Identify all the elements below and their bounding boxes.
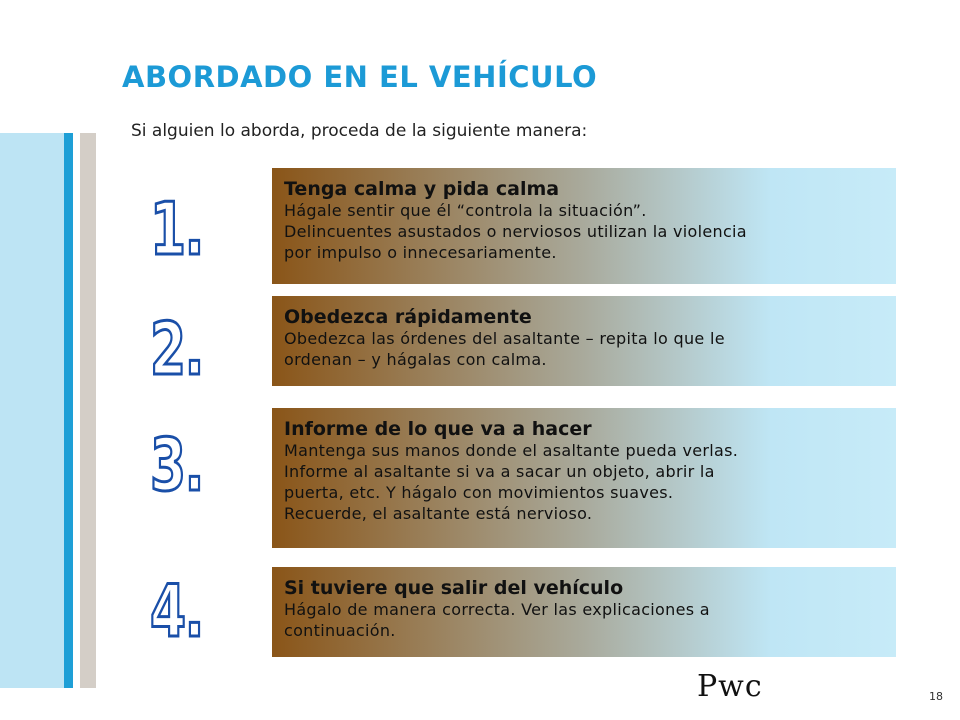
- slide-subtitle: Si alguien lo aborda, proceda de la siguiente manera:: [131, 121, 588, 141]
- step-2-line: Obedezca las órdenes del asaltante – repita lo que le: [284, 329, 725, 348]
- step-4-line: continuación.: [284, 621, 396, 640]
- step-box-1: [272, 168, 896, 284]
- step-heading-4: Si tuviere que salir del vehículo: [284, 577, 624, 599]
- step-4-line: Hágalo de manera correcta. Ver las explicaciones a: [284, 600, 710, 619]
- step-box-2: [272, 296, 896, 386]
- step-2-line: ordenan – y hágalas con calma.: [284, 350, 547, 369]
- step-3-line: puerta, etc. Y hágalo con movimientos suaves.: [284, 483, 674, 502]
- decorative-blue-bar: [64, 133, 73, 688]
- step-1-line: Delincuentes asustados o nerviosos utilizan la violencia: [284, 222, 747, 241]
- step-body-1: [284, 200, 884, 263]
- step-3-line: Recuerde, el asaltante está nervioso.: [284, 504, 593, 523]
- step-number-3: 3.: [150, 423, 203, 507]
- step-heading-3: Informe de lo que va a hacer: [284, 418, 592, 440]
- step-number-2: 2.: [150, 307, 203, 391]
- step-number-4: 4.: [150, 569, 203, 653]
- step-box-3: [272, 408, 896, 548]
- company-logo: Pwc: [697, 669, 763, 704]
- step-number-1: 1.: [150, 187, 203, 271]
- step-body-4: [284, 599, 884, 641]
- slide-title: ABORDADO EN EL VEHÍCULO: [122, 60, 598, 94]
- decorative-gray-bar: [80, 133, 96, 688]
- step-1-line: por impulso o innecesariamente.: [284, 243, 557, 262]
- step-heading-1: Tenga calma y pida calma: [284, 178, 560, 200]
- step-3-line: Informe al asaltante si va a sacar un objeto, abrir la: [284, 462, 715, 481]
- step-body-2: [284, 328, 884, 370]
- step-1-line: Hágale sentir que él “controla la situación”.: [284, 201, 647, 220]
- step-heading-2: Obedezca rápidamente: [284, 306, 532, 328]
- decorative-light-blue-bar: [0, 133, 64, 688]
- step-body-3: [284, 440, 884, 524]
- step-box-4: [272, 567, 896, 657]
- step-3-line: Mantenga sus manos donde el asaltante pueda verlas.: [284, 441, 739, 460]
- page-number: 18: [929, 690, 943, 703]
